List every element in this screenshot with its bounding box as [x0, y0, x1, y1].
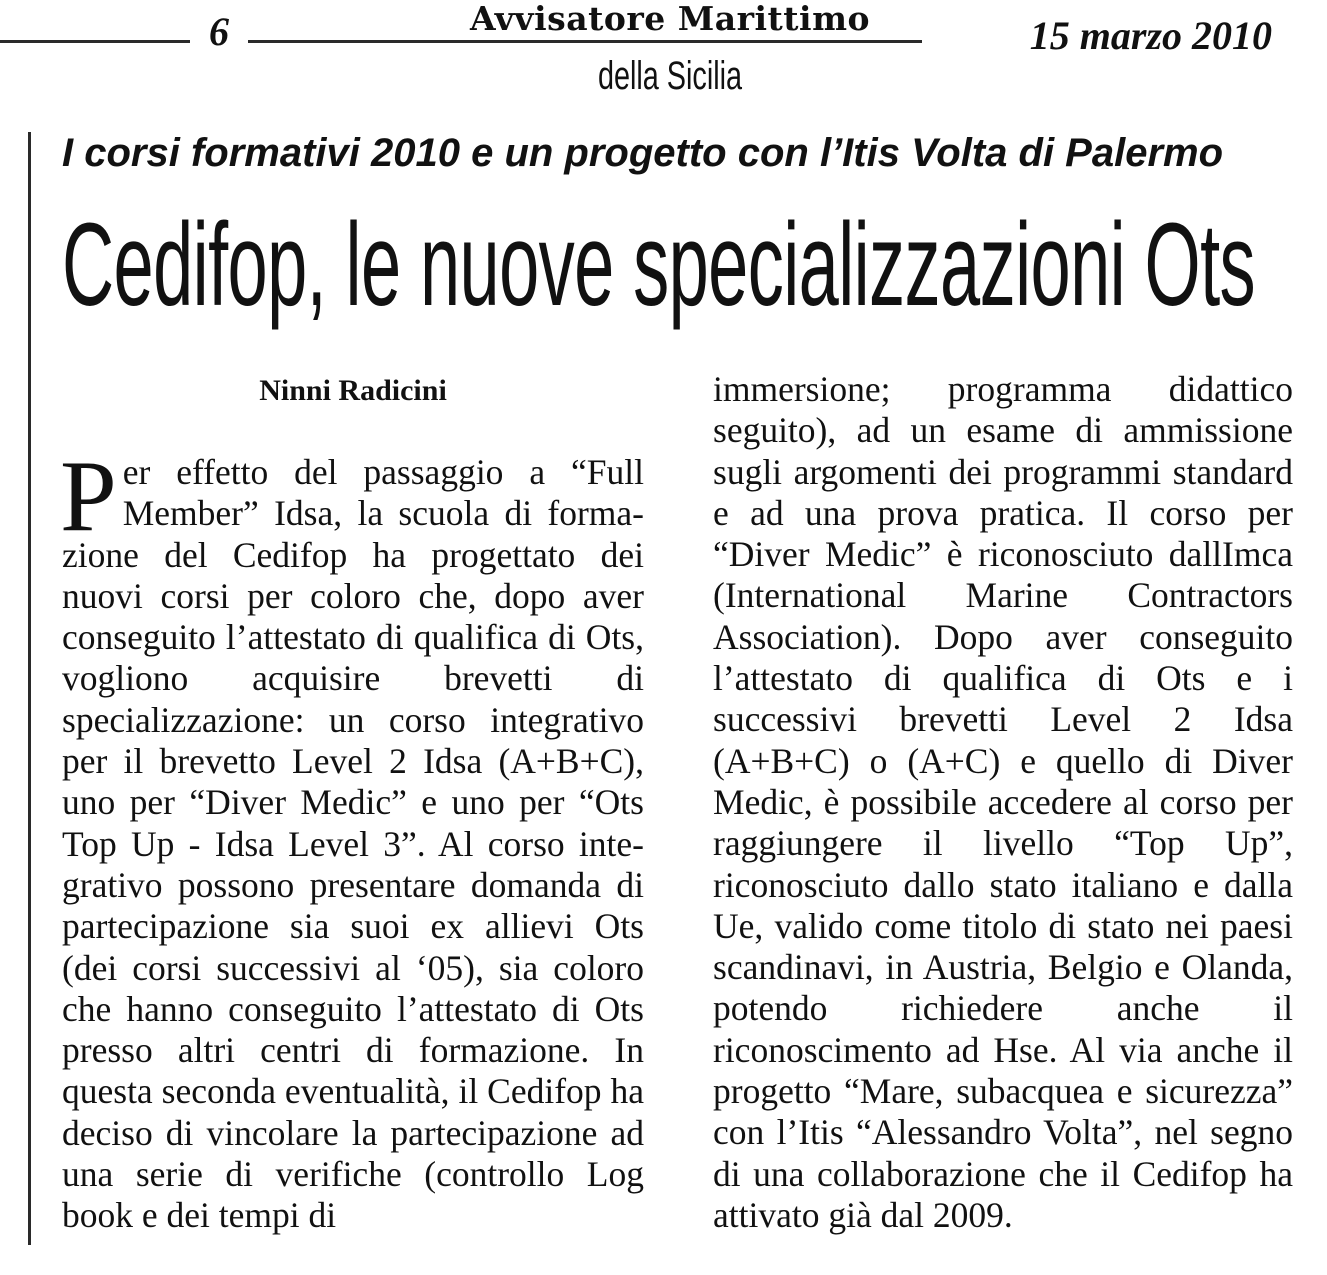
article-headline: Cedifop, le nuove specializzazioni Ots: [62, 199, 1256, 331]
article-column-1: [60, 440, 644, 1237]
masthead-title: Avvisatore Marittimo: [430, 0, 910, 38]
article-byline: Ninni Radicini: [259, 374, 447, 407]
page-number: 6: [209, 9, 229, 54]
masthead-subtitle: della Sicilia: [597, 54, 743, 98]
article-kicker: I corsi formativi 2010 e un progetto con l’Itis Volta di Palermo: [62, 131, 1224, 175]
column-rule: [28, 132, 31, 1245]
header-rule-right: [248, 40, 922, 43]
drop-cap: P: [60, 440, 117, 553]
header-rule-left: [0, 40, 190, 43]
issue-date: 15 marzo 2010: [1029, 13, 1272, 58]
article-column-2: [713, 369, 1293, 1236]
column-1-text: er effetto del passaggio a “Full Member” Idsa, la scuola di formazione del Cedifop ha progettato dei nuovi corsi per coloro che, dopo aver conseguito l’attestato di qualifica di Ots, vogliono acquisire brevetti di specializzazione: un corso integrativo per il brevetto Level 2 Idsa (A+B+C), uno per “Diver Medic” e uno per “Ots Top Up - Idsa Level 3”. Al corso integrativo possono presentare domanda di partecipazione sia suoi ex allievi Ots (dei corsi successivi al ‘05), sia coloro che hanno conseguito l’attestato di Ots presso altri centri di formazione. In questa seconda eventualità, il Cedifop ha deciso di vincolare la partecipazione ad una serie di verifiche (controllo Log book e dei tempi di: [62, 452, 644, 1236]
column-2-text: immersione; programma didattico seguito), ad un esame di ammissione sugli argomenti dei programmi standard e ad una prova pratica. Il corso per “Diver Medic” è riconosciuto dallImca (International Marine Contractors Association). Dopo aver conseguito l’attestato di qualifica di Ots e i successivi brevetti Level 2 Idsa (A+B+C) o (A+C) e quello di Diver Medic, è possibile accedere al corso per raggiungere il livello “Top Up”, riconosciuto dallo stato italiano e dalla Ue, valido come titolo di stato nei paesi scandinavi, in Austria, Belgio e Olanda, potendo richiedere anche il riconoscimento ad Hse. Al via anche il progetto “Mare, subacquea e sicurezza” con l’Itis “Alessandro Volta”, nel segno di una collaborazione che il Cedifop ha attivato già dal 2009.: [713, 369, 1293, 1235]
